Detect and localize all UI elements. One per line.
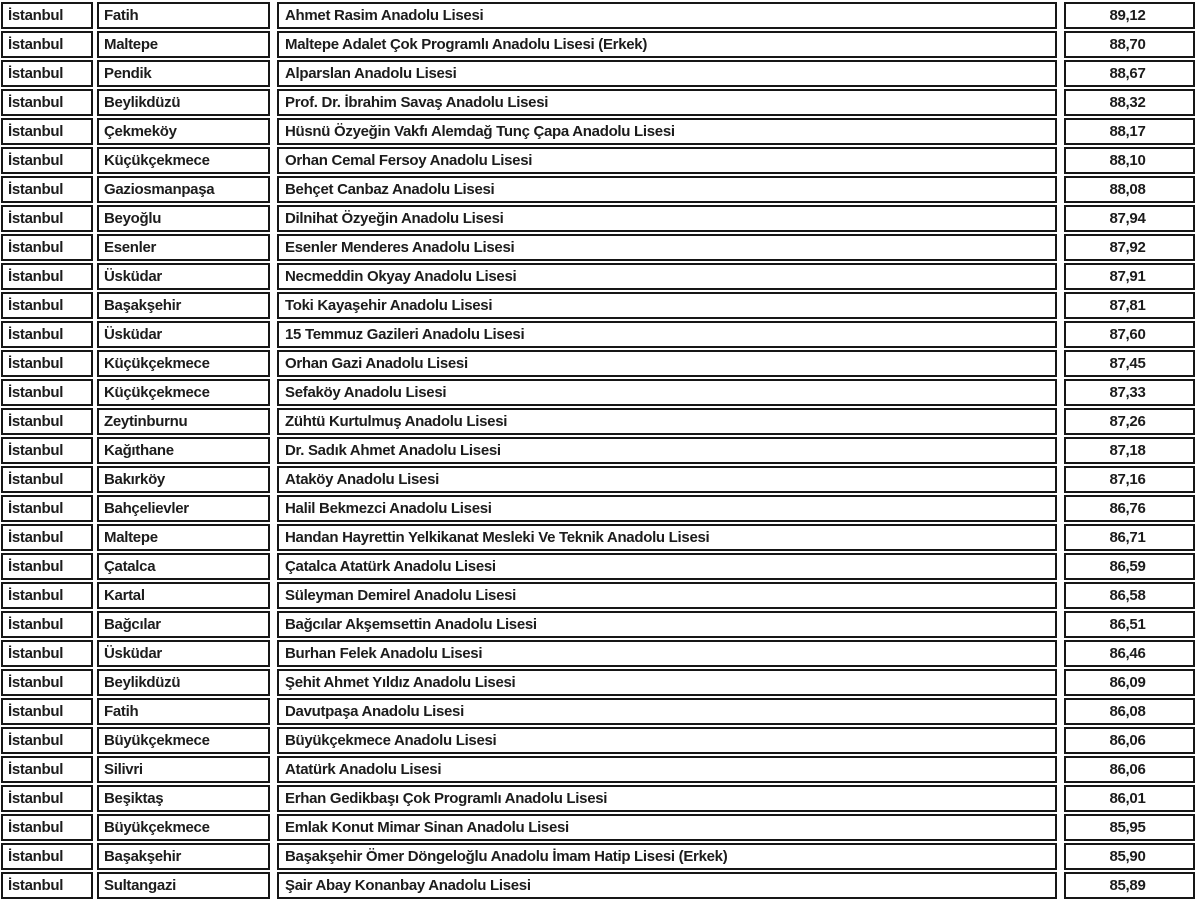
district-cell: Çekmeköy: [97, 118, 270, 145]
school-cell: Halil Bekmezci Anadolu Lisesi: [277, 495, 1057, 522]
district-cell: Küçükçekmece: [97, 350, 270, 377]
score-cell: 86,59: [1064, 553, 1195, 580]
table-row: [1, 292, 1200, 319]
city-cell: İstanbul: [1, 89, 93, 116]
score-cell: 88,10: [1064, 147, 1195, 174]
table-row: [1, 872, 1200, 899]
school-cell: Süleyman Demirel Anadolu Lisesi: [277, 582, 1057, 609]
score-cell: 89,12: [1064, 2, 1195, 29]
city-cell: İstanbul: [1, 292, 93, 319]
city-cell: İstanbul: [1, 698, 93, 725]
score-cell: 86,08: [1064, 698, 1195, 725]
score-cell: 86,46: [1064, 640, 1195, 667]
table-row: [1, 553, 1200, 580]
district-cell: Büyükçekmece: [97, 727, 270, 754]
school-cell: Dr. Sadık Ahmet Anadolu Lisesi: [277, 437, 1057, 464]
school-cell: Erhan Gedikbaşı Çok Programlı Anadolu Lisesi: [277, 785, 1057, 812]
score-cell: 86,06: [1064, 727, 1195, 754]
school-cell: 15 Temmuz Gazileri Anadolu Lisesi: [277, 321, 1057, 348]
school-cell: Ataköy Anadolu Lisesi: [277, 466, 1057, 493]
city-cell: İstanbul: [1, 379, 93, 406]
school-cell: Hüsnü Özyeğin Vakfı Alemdağ Tunç Çapa Anadolu Lisesi: [277, 118, 1057, 145]
table-row: [1, 263, 1200, 290]
district-cell: Bağcılar: [97, 611, 270, 638]
city-cell: İstanbul: [1, 872, 93, 899]
district-cell: Kartal: [97, 582, 270, 609]
district-cell: Pendik: [97, 60, 270, 87]
score-cell: 86,01: [1064, 785, 1195, 812]
school-cell: Behçet Canbaz Anadolu Lisesi: [277, 176, 1057, 203]
city-cell: İstanbul: [1, 2, 93, 29]
district-cell: Bakırköy: [97, 466, 270, 493]
school-cell: Esenler Menderes Anadolu Lisesi: [277, 234, 1057, 261]
score-cell: 87,18: [1064, 437, 1195, 464]
city-cell: İstanbul: [1, 437, 93, 464]
school-cell: Dilnihat Özyeğin Anadolu Lisesi: [277, 205, 1057, 232]
district-cell: Maltepe: [97, 31, 270, 58]
table-row: [1, 698, 1200, 725]
school-cell: Büyükçekmece Anadolu Lisesi: [277, 727, 1057, 754]
table-row: [1, 611, 1200, 638]
school-cell: Orhan Cemal Fersoy Anadolu Lisesi: [277, 147, 1057, 174]
district-cell: Fatih: [97, 2, 270, 29]
school-cell: Şehit Ahmet Yıldız Anadolu Lisesi: [277, 669, 1057, 696]
district-cell: Beylikdüzü: [97, 669, 270, 696]
table-row: [1, 118, 1200, 145]
school-cell: Davutpaşa Anadolu Lisesi: [277, 698, 1057, 725]
school-cell: Atatürk Anadolu Lisesi: [277, 756, 1057, 783]
score-cell: 86,06: [1064, 756, 1195, 783]
district-cell: Büyükçekmece: [97, 814, 270, 841]
city-cell: İstanbul: [1, 640, 93, 667]
district-cell: Küçükçekmece: [97, 379, 270, 406]
school-cell: Zühtü Kurtulmuş Anadolu Lisesi: [277, 408, 1057, 435]
city-cell: İstanbul: [1, 582, 93, 609]
score-cell: 86,58: [1064, 582, 1195, 609]
district-cell: Silivri: [97, 756, 270, 783]
table-row: [1, 669, 1200, 696]
school-cell: Başakşehir Ömer Döngeloğlu Anadolu İmam Hatip Lisesi (Erkek): [277, 843, 1057, 870]
table-row: [1, 89, 1200, 116]
school-cell: Necmeddin Okyay Anadolu Lisesi: [277, 263, 1057, 290]
school-cell: Toki Kayaşehir Anadolu Lisesi: [277, 292, 1057, 319]
score-cell: 86,09: [1064, 669, 1195, 696]
district-cell: Zeytinburnu: [97, 408, 270, 435]
city-cell: İstanbul: [1, 350, 93, 377]
city-cell: İstanbul: [1, 495, 93, 522]
table-row: [1, 437, 1200, 464]
district-cell: Beşiktaş: [97, 785, 270, 812]
district-cell: Bahçelievler: [97, 495, 270, 522]
school-cell: Handan Hayrettin Yelkikanat Mesleki Ve Teknik Anadolu Lisesi: [277, 524, 1057, 551]
table-row: [1, 321, 1200, 348]
city-cell: İstanbul: [1, 843, 93, 870]
school-cell: Bağcılar Akşemsettin Anadolu Lisesi: [277, 611, 1057, 638]
table-row: [1, 147, 1200, 174]
table-row: [1, 176, 1200, 203]
score-cell: 87,45: [1064, 350, 1195, 377]
table-row: [1, 466, 1200, 493]
city-cell: İstanbul: [1, 553, 93, 580]
table-row: [1, 350, 1200, 377]
city-cell: İstanbul: [1, 611, 93, 638]
school-cell: Sefaköy Anadolu Lisesi: [277, 379, 1057, 406]
score-cell: 86,71: [1064, 524, 1195, 551]
city-cell: İstanbul: [1, 524, 93, 551]
table-row: [1, 408, 1200, 435]
school-cell: Ahmet Rasim Anadolu Lisesi: [277, 2, 1057, 29]
city-cell: İstanbul: [1, 466, 93, 493]
score-cell: 87,94: [1064, 205, 1195, 232]
score-cell: 85,90: [1064, 843, 1195, 870]
district-cell: Başakşehir: [97, 292, 270, 319]
table-row: [1, 234, 1200, 261]
table-row: [1, 60, 1200, 87]
district-cell: Sultangazi: [97, 872, 270, 899]
school-cell: Çatalca Atatürk Anadolu Lisesi: [277, 553, 1057, 580]
score-cell: 85,95: [1064, 814, 1195, 841]
table-row: [1, 582, 1200, 609]
score-cell: 87,16: [1064, 466, 1195, 493]
table-row: [1, 495, 1200, 522]
score-cell: 88,17: [1064, 118, 1195, 145]
table-row: [1, 756, 1200, 783]
city-cell: İstanbul: [1, 669, 93, 696]
score-cell: 86,51: [1064, 611, 1195, 638]
score-cell: 87,26: [1064, 408, 1195, 435]
city-cell: İstanbul: [1, 60, 93, 87]
score-cell: 87,91: [1064, 263, 1195, 290]
district-cell: Fatih: [97, 698, 270, 725]
table-row: [1, 379, 1200, 406]
district-cell: Kağıthane: [97, 437, 270, 464]
table-row: [1, 2, 1200, 29]
score-cell: 87,81: [1064, 292, 1195, 319]
district-cell: Üsküdar: [97, 263, 270, 290]
school-cell: Maltepe Adalet Çok Programlı Anadolu Lisesi (Erkek): [277, 31, 1057, 58]
table-row: [1, 843, 1200, 870]
table-row: [1, 31, 1200, 58]
city-cell: İstanbul: [1, 118, 93, 145]
table-row: [1, 727, 1200, 754]
score-cell: 88,32: [1064, 89, 1195, 116]
district-cell: Üsküdar: [97, 640, 270, 667]
score-cell: 87,60: [1064, 321, 1195, 348]
city-cell: İstanbul: [1, 321, 93, 348]
table-row: [1, 205, 1200, 232]
district-cell: Başakşehir: [97, 843, 270, 870]
city-cell: İstanbul: [1, 408, 93, 435]
city-cell: İstanbul: [1, 31, 93, 58]
table-row: [1, 640, 1200, 667]
city-cell: İstanbul: [1, 176, 93, 203]
district-cell: Esenler: [97, 234, 270, 261]
city-cell: İstanbul: [1, 756, 93, 783]
district-cell: Çatalca: [97, 553, 270, 580]
score-cell: 88,67: [1064, 60, 1195, 87]
city-cell: İstanbul: [1, 263, 93, 290]
table-row: [1, 524, 1200, 551]
city-cell: İstanbul: [1, 205, 93, 232]
score-cell: 86,76: [1064, 495, 1195, 522]
score-cell: 87,92: [1064, 234, 1195, 261]
score-cell: 88,08: [1064, 176, 1195, 203]
school-cell: Orhan Gazi Anadolu Lisesi: [277, 350, 1057, 377]
district-cell: Gaziosmanpaşa: [97, 176, 270, 203]
district-cell: Beyoğlu: [97, 205, 270, 232]
score-cell: 87,33: [1064, 379, 1195, 406]
school-cell: Burhan Felek Anadolu Lisesi: [277, 640, 1057, 667]
city-cell: İstanbul: [1, 814, 93, 841]
city-cell: İstanbul: [1, 727, 93, 754]
city-cell: İstanbul: [1, 785, 93, 812]
city-cell: İstanbul: [1, 234, 93, 261]
district-cell: Üsküdar: [97, 321, 270, 348]
school-cell: Emlak Konut Mimar Sinan Anadolu Lisesi: [277, 814, 1057, 841]
school-cell: Prof. Dr. İbrahim Savaş Anadolu Lisesi: [277, 89, 1057, 116]
school-cell: Alparslan Anadolu Lisesi: [277, 60, 1057, 87]
district-cell: Küçükçekmece: [97, 147, 270, 174]
district-cell: Beylikdüzü: [97, 89, 270, 116]
table-row: [1, 814, 1200, 841]
table-row: [1, 785, 1200, 812]
city-cell: İstanbul: [1, 147, 93, 174]
score-cell: 88,70: [1064, 31, 1195, 58]
score-cell: 85,89: [1064, 872, 1195, 899]
district-cell: Maltepe: [97, 524, 270, 551]
school-cell: Şair Abay Konanbay Anadolu Lisesi: [277, 872, 1057, 899]
